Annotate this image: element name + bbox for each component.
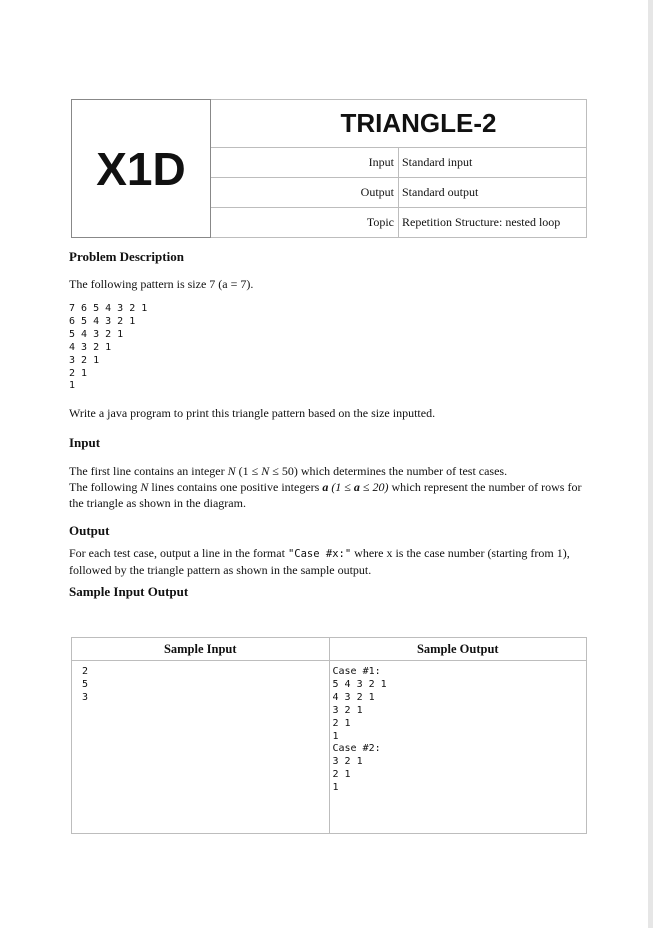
variable-a: a [322,480,329,495]
scrollbar-track[interactable] [648,0,653,928]
variable-n: N [261,464,270,479]
sample-heading: Sample Input Output [69,584,189,600]
problem-description-heading: Problem Description [69,249,184,264]
input-text: lines contains one positive integers [148,480,323,495]
problem-header [71,99,587,238]
input-range: (1 ≤ a ≤ 20) [328,480,389,495]
sample-input-cell [72,661,330,834]
problem-task: Write a java program to print this triangle pattern based on the size inputted. [69,406,436,421]
sample-output-header: Sample Output [329,638,587,661]
output-heading: Output [69,523,110,539]
meta-label: Topic [211,208,399,238]
problem-body [69,249,589,600]
input-text: which represent the number of rows for the triangle as shown in the diagram. [69,480,582,511]
output-text: where x is the case number (starting from 1), followed by the triangle pattern as shown in the sample output. [69,546,570,578]
problem-title: TRIANGLE-2 [211,100,587,148]
output-description [69,545,589,578]
sample-input-header: Sample Input [72,638,330,661]
output-text: For each test case, output a line in the format [69,546,288,561]
sample-input: 2 5 3 [82,666,89,703]
meta-label: Output [211,178,399,208]
triangle-pattern: 7 6 5 4 3 2 1 6 5 4 3 2 1 5 4 3 2 1 4 3 2 1 3 2 1 2 1 1 [69,303,148,392]
problem-intro: The following pattern is size 7 (a = 7). [69,277,254,291]
sample-output: Case #1: 5 4 3 2 1 4 3 2 1 3 2 1 2 1 1 Case #2: 3 2 1 2 1 1 [332,666,387,794]
input-description [69,463,589,511]
meta-label: Input [211,148,399,178]
meta-value: Repetition Structure: nested loop [399,208,587,238]
input-text: (1 ≤ [235,464,262,479]
sample-output-cell [329,661,587,834]
case-format: "Case #x:" [287,548,352,561]
input-text: ≤ 50) which determines the number of test cases. [269,464,508,479]
variable-n: N [140,480,149,495]
variable-n: N [227,464,236,479]
sample-table [71,637,587,834]
input-heading: Input [69,435,101,451]
problem-code: X1D [72,100,211,238]
input-text: The following [69,480,141,495]
meta-value: Standard output [399,178,587,208]
meta-value: Standard input [399,148,587,178]
input-text: The first line contains an integer [69,464,228,479]
